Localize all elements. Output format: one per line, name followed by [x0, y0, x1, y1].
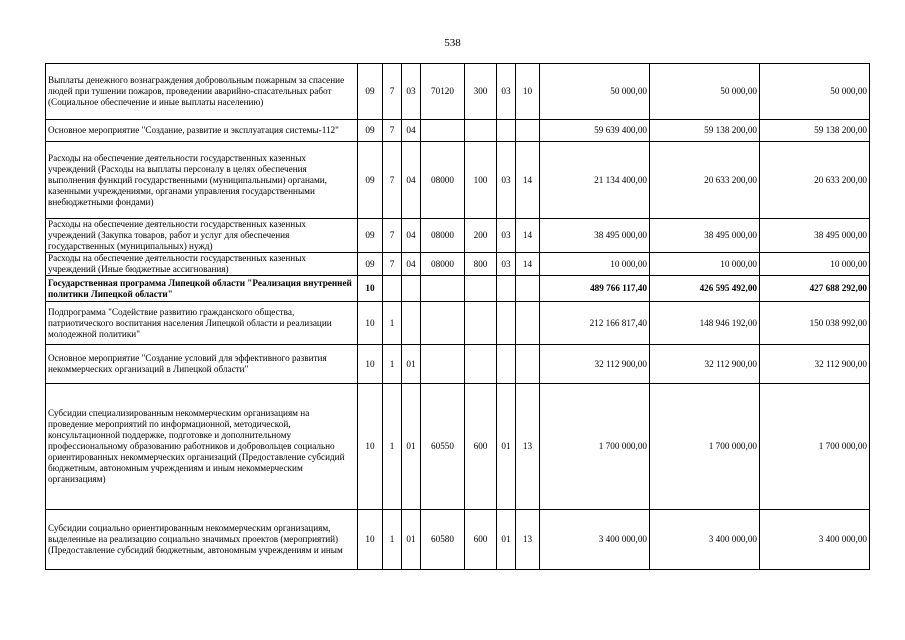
section-cell: 03 [497, 64, 516, 120]
direction-code-cell [421, 120, 465, 142]
program-code-cell: 10 [358, 276, 383, 302]
subsection-cell [516, 302, 540, 345]
main-event-code-cell: 03 [402, 64, 421, 120]
amount-year3-cell: 32 112 900,00 [760, 345, 870, 384]
expense-type-cell [465, 120, 497, 142]
program-code-cell: 09 [358, 253, 383, 276]
expense-type-cell: 600 [465, 510, 497, 570]
table-row [46, 253, 870, 276]
amount-year3-cell: 150 038 992,00 [760, 302, 870, 345]
program-code-cell: 10 [358, 384, 383, 510]
program-code-cell: 09 [358, 120, 383, 142]
subprogram-code-cell [383, 276, 402, 302]
amount-year1-cell: 10 000,00 [540, 253, 650, 276]
section-cell [497, 345, 516, 384]
section-cell: 01 [497, 384, 516, 510]
subprogram-code-cell: 7 [383, 253, 402, 276]
subsection-cell [516, 276, 540, 302]
item-name-cell: Основное мероприятие "Создание условий для эффективного развития некоммерческих организаций в Липецкой области" [46, 345, 358, 384]
subprogram-code-cell: 7 [383, 142, 402, 219]
amount-year3-cell: 38 495 000,00 [760, 219, 870, 253]
direction-code-cell: 08000 [421, 253, 465, 276]
section-cell [497, 120, 516, 142]
direction-code-cell: 60550 [421, 384, 465, 510]
amount-year1-cell: 212 166 817,40 [540, 302, 650, 345]
section-cell: 01 [497, 510, 516, 570]
subsection-cell: 14 [516, 219, 540, 253]
item-name-cell: Выплаты денежного вознаграждения добровольным пожарным за спасение людей при тушении пожаров, проведении аварийно-спасательных работ (Социальное обеспечение и иные выплаты населению) [46, 64, 358, 120]
amount-year1-cell: 21 134 400,00 [540, 142, 650, 219]
subprogram-code-cell: 1 [383, 384, 402, 510]
amount-year2-cell: 38 495 000,00 [650, 219, 760, 253]
section-cell: 03 [497, 253, 516, 276]
subsection-cell: 14 [516, 253, 540, 276]
subsection-cell [516, 120, 540, 142]
program-code-cell: 09 [358, 142, 383, 219]
table-row [46, 302, 870, 345]
program-code-cell: 10 [358, 345, 383, 384]
amount-year2-cell: 10 000,00 [650, 253, 760, 276]
subsection-cell: 13 [516, 384, 540, 510]
amount-year1-cell: 1 700 000,00 [540, 384, 650, 510]
expense-type-cell: 100 [465, 142, 497, 219]
amount-year2-cell: 20 633 200,00 [650, 142, 760, 219]
direction-code-cell [421, 302, 465, 345]
page-number: 538 [444, 37, 461, 49]
section-cell: 03 [497, 142, 516, 219]
main-event-code-cell: 04 [402, 253, 421, 276]
subsection-cell: 14 [516, 142, 540, 219]
amount-year2-cell: 3 400 000,00 [650, 510, 760, 570]
amount-year3-cell: 20 633 200,00 [760, 142, 870, 219]
table-row [46, 384, 870, 510]
amount-year3-cell: 3 400 000,00 [760, 510, 870, 570]
expense-type-cell [465, 276, 497, 302]
program-code-cell: 10 [358, 302, 383, 345]
table-row [46, 64, 870, 120]
main-event-code-cell: 04 [402, 120, 421, 142]
budget-table-body [46, 64, 870, 570]
item-name-cell: Подпрограмма "Содействие развитию гражданского общества, патриотического воспитания населения Липецкой области и реализации молодежной политики" [46, 302, 358, 345]
amount-year1-cell: 59 639 400,00 [540, 120, 650, 142]
amount-year2-cell: 148 946 192,00 [650, 302, 760, 345]
table-row [46, 219, 870, 253]
subsection-cell: 10 [516, 64, 540, 120]
expense-type-cell: 200 [465, 219, 497, 253]
expense-type-cell: 800 [465, 253, 497, 276]
direction-code-cell: 60580 [421, 510, 465, 570]
main-event-code-cell [402, 302, 421, 345]
amount-year2-cell: 59 138 200,00 [650, 120, 760, 142]
amount-year3-cell: 50 000,00 [760, 64, 870, 120]
main-event-code-cell: 04 [402, 219, 421, 253]
expense-type-cell: 300 [465, 64, 497, 120]
subprogram-code-cell: 7 [383, 64, 402, 120]
budget-table [45, 63, 870, 570]
item-name-cell: Государственная программа Липецкой области "Реализация внутренней политики Липецкой области" [46, 276, 358, 302]
subsection-cell: 13 [516, 510, 540, 570]
direction-code-cell [421, 276, 465, 302]
item-name-cell: Субсидии социально ориентированным некоммерческим организациям, выделенные на реализацию социально значимых проектов (мероприятий) (Предоставление субсидий бюджетным, автономным учреждениям и иным [46, 510, 358, 570]
table-row [46, 120, 870, 142]
table-row [46, 345, 870, 384]
item-name-cell: Субсидии специализированным некоммерческим организациям на проведение мероприятий по информационной, методической, консультационной поддержке, подготовке и дополнительному профессиональному образованию работников и добровольцев социально ориентированных некоммерческих организаций (Предоставление субсидий бюджетным, автономным учреждениям и иным некоммерческим организациям) [46, 384, 358, 510]
subprogram-code-cell: 7 [383, 120, 402, 142]
main-event-code-cell: 01 [402, 345, 421, 384]
table-row [46, 510, 870, 570]
expense-type-cell [465, 302, 497, 345]
amount-year1-cell: 50 000,00 [540, 64, 650, 120]
direction-code-cell: 08000 [421, 142, 465, 219]
section-cell: 03 [497, 219, 516, 253]
main-event-code-cell: 01 [402, 384, 421, 510]
section-cell [497, 276, 516, 302]
direction-code-cell: 70120 [421, 64, 465, 120]
section-cell [497, 302, 516, 345]
item-name-cell: Основное мероприятие "Создание, развитие и эксплуатация системы-112" [46, 120, 358, 142]
amount-year1-cell: 38 495 000,00 [540, 219, 650, 253]
item-name-cell: Расходы на обеспечение деятельности государственных казенных учреждений (Иные бюджетные ассигнования) [46, 253, 358, 276]
amount-year2-cell: 426 595 492,00 [650, 276, 760, 302]
program-code-cell: 09 [358, 64, 383, 120]
main-event-code-cell: 04 [402, 142, 421, 219]
table-row [46, 142, 870, 219]
program-code-cell: 09 [358, 219, 383, 253]
amount-year3-cell: 1 700 000,00 [760, 384, 870, 510]
direction-code-cell [421, 345, 465, 384]
amount-year3-cell: 427 688 292,00 [760, 276, 870, 302]
amount-year2-cell: 32 112 900,00 [650, 345, 760, 384]
item-name-cell: Расходы на обеспечение деятельности государственных казенных учреждений (Расходы на выплаты персоналу в целях обеспечения выполнения функций государственными (муниципальными) органами, казенными учреждениями, органами управления государственными внебюджетными фондами) [46, 142, 358, 219]
amount-year3-cell: 59 138 200,00 [760, 120, 870, 142]
main-event-code-cell: 01 [402, 510, 421, 570]
item-name-cell: Расходы на обеспечение деятельности государственных казенных учреждений (Закупка товаров, работ и услуг для обеспечения государственных (муниципальных) нужд) [46, 219, 358, 253]
table-row [46, 276, 870, 302]
amount-year2-cell: 1 700 000,00 [650, 384, 760, 510]
subsection-cell [516, 345, 540, 384]
amount-year1-cell: 3 400 000,00 [540, 510, 650, 570]
amount-year1-cell: 32 112 900,00 [540, 345, 650, 384]
expense-type-cell: 600 [465, 384, 497, 510]
main-event-code-cell [402, 276, 421, 302]
direction-code-cell: 08000 [421, 219, 465, 253]
subprogram-code-cell: 7 [383, 219, 402, 253]
amount-year3-cell: 10 000,00 [760, 253, 870, 276]
expense-type-cell [465, 345, 497, 384]
subprogram-code-cell: 1 [383, 302, 402, 345]
subprogram-code-cell: 1 [383, 345, 402, 384]
program-code-cell: 10 [358, 510, 383, 570]
amount-year2-cell: 50 000,00 [650, 64, 760, 120]
subprogram-code-cell: 1 [383, 510, 402, 570]
amount-year1-cell: 489 766 117,40 [540, 276, 650, 302]
